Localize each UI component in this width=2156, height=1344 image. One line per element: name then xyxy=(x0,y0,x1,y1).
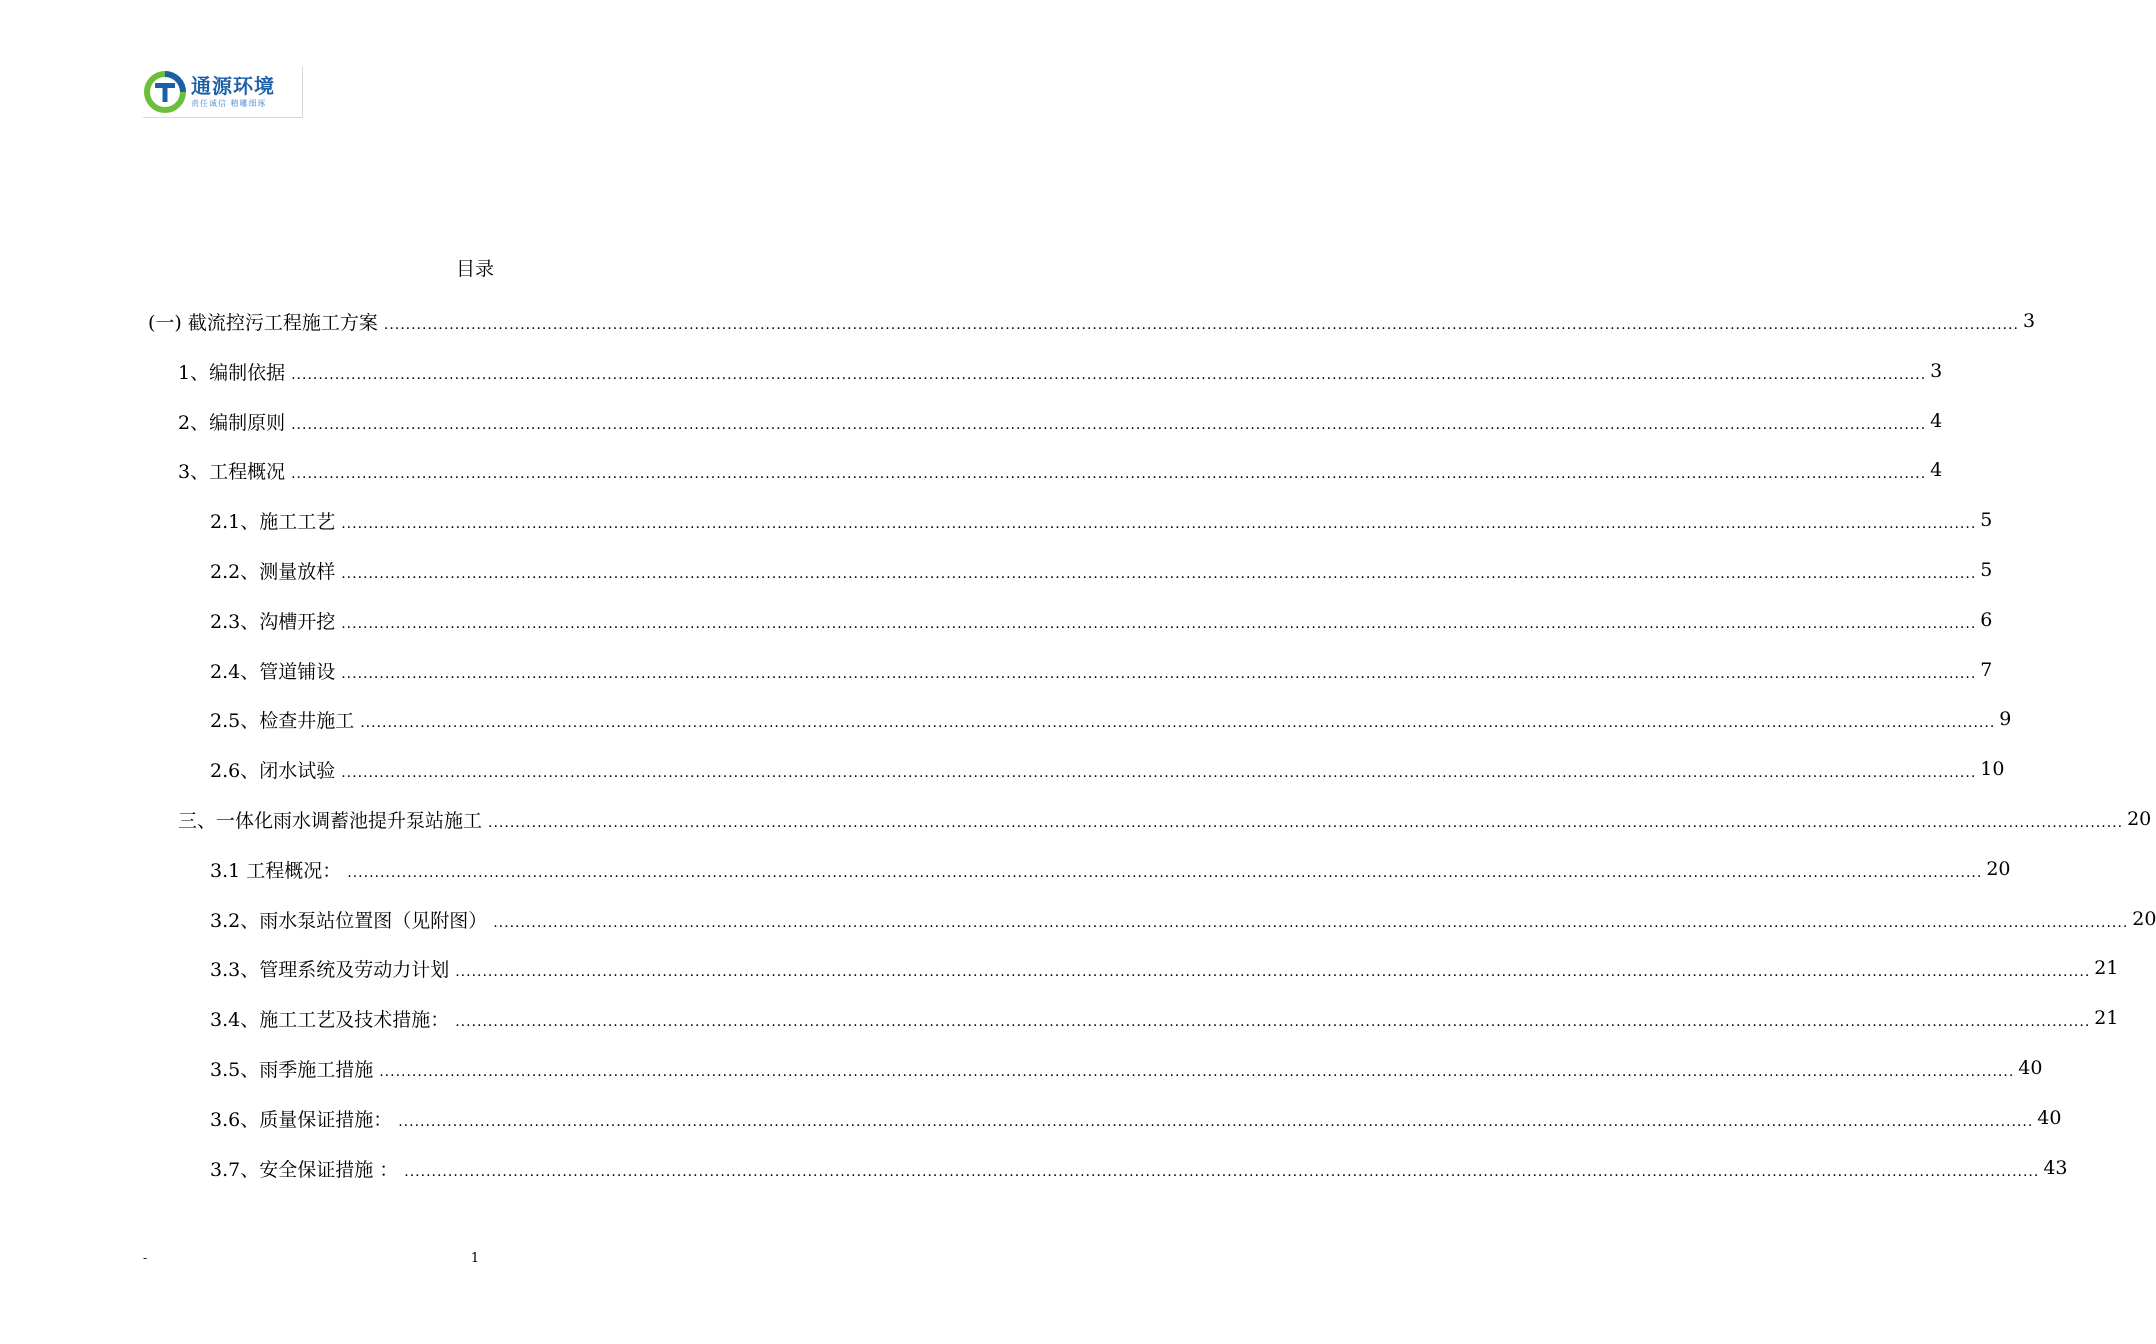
toc-entry-title: 2.4、管道铺设 xyxy=(210,660,336,683)
toc-entry[interactable] xyxy=(210,894,2156,944)
toc-entry[interactable] xyxy=(210,495,1993,545)
toc-entry-page: 40 xyxy=(2037,1107,2062,1129)
toc-entry[interactable] xyxy=(210,1143,2068,1193)
toc-entry-page: 3 xyxy=(2022,310,2036,332)
toc-dot-leader: ............................................................................................................................................................................................................................................................................................................ xyxy=(341,666,1977,682)
toc-entry-page: 10 xyxy=(1980,758,2005,780)
footer-dash: - xyxy=(143,1251,148,1265)
toc-entry-page: 7 xyxy=(1980,659,1993,681)
toc-dot-leader: ............................................................................................................................................................................................................................................................................................................ xyxy=(360,715,1996,731)
logo-name: 通源环境 xyxy=(191,73,275,98)
toc-entry-page: 5 xyxy=(1980,509,1993,531)
toc-entry-title: 2.5、检查井施工 xyxy=(210,709,355,732)
toc-entry-title: 2.6、闭水试验 xyxy=(210,759,336,782)
logo-text xyxy=(191,75,275,109)
toc-entry-title: 2、编制原则 xyxy=(178,411,286,434)
toc-dot-leader: ............................................................................................................................................................................................................................................................................................................ xyxy=(291,466,1927,482)
toc-entry[interactable] xyxy=(210,993,2119,1043)
toc-dot-leader: ............................................................................................................................................................................................................................................................................................................ xyxy=(455,964,2091,980)
toc-dot-leader: ............................................................................................................................................................................................................................................................................................................ xyxy=(404,1164,2040,1180)
toc-entry-title: 3.1 工程概况： xyxy=(210,859,342,882)
toc-entry-page: 40 xyxy=(2018,1057,2043,1079)
toc-entry[interactable] xyxy=(210,595,1993,645)
toc-dot-leader: ............................................................................................................................................................................................................................................................................................................ xyxy=(341,566,1977,582)
toc-entry-page: 6 xyxy=(1980,609,1993,631)
toc-dot-leader: ............................................................................................................................................................................................................................................................................................................ xyxy=(379,1064,2015,1080)
toc-entry-page: 20 xyxy=(1986,858,2011,880)
toc-dot-leader: ............................................................................................................................................................................................................................................................................................................ xyxy=(383,317,2019,333)
toc-entry[interactable] xyxy=(178,346,1943,396)
toc-entry-title: 2.1、施工工艺 xyxy=(210,510,336,533)
toc-dot-leader: ............................................................................................................................................................................................................................................................................................................ xyxy=(493,915,2129,931)
toc-entry[interactable] xyxy=(210,545,1993,595)
logo-emblem-icon xyxy=(143,70,187,114)
toc-entry[interactable] xyxy=(210,943,2119,993)
toc-entry[interactable] xyxy=(178,445,1943,495)
toc-entry-title: 3.6、质量保证措施： xyxy=(210,1108,393,1131)
toc-entry[interactable] xyxy=(210,744,2005,794)
toc-entry-page: 21 xyxy=(2094,1007,2119,1029)
toc-entry-page: 43 xyxy=(2043,1157,2068,1179)
toc-entry[interactable] xyxy=(210,694,2012,744)
toc-entry-title: 3.5、雨季施工措施 xyxy=(210,1058,374,1081)
toc-entry-title: 3.2、雨水泵站位置图（见附图） xyxy=(210,909,488,932)
toc-dot-leader: ............................................................................................................................................................................................................................................................................................................ xyxy=(341,765,1977,781)
toc-dot-leader: ............................................................................................................................................................................................................................................................................................................ xyxy=(341,516,1977,532)
toc-entry-page: 5 xyxy=(1980,559,1993,581)
toc-dot-leader: ............................................................................................................................................................................................................................................................................................................ xyxy=(455,1014,2091,1030)
footer-page-number: 1 xyxy=(470,1251,480,1266)
toc-entry-title: 2.3、沟槽开挖 xyxy=(210,610,336,633)
toc-entry-title: 3.4、施工工艺及技术措施： xyxy=(210,1008,450,1031)
toc-entry-title: (一) 截流控污工程施工方案 xyxy=(148,311,378,334)
toc-dot-leader: ............................................................................................................................................................................................................................................................................................................ xyxy=(488,815,2124,831)
toc-entry-page: 3 xyxy=(1930,360,1943,382)
toc-dot-leader: ............................................................................................................................................................................................................................................................................................................ xyxy=(291,417,1927,433)
toc-dot-leader: ............................................................................................................................................................................................................................................................................................................ xyxy=(398,1114,2034,1130)
toc-entry-page: 9 xyxy=(1999,708,2012,730)
toc-entry[interactable] xyxy=(148,296,2036,346)
toc-dot-leader: ............................................................................................................................................................................................................................................................................................................ xyxy=(291,367,1927,383)
toc-entry[interactable] xyxy=(210,844,2011,894)
toc-entry[interactable] xyxy=(210,645,1993,695)
toc-entry-title: 3.7、安全保证措施 ： xyxy=(210,1158,399,1181)
toc-entry-page: 20 xyxy=(2127,808,2152,830)
toc-entry-title: 三、一体化雨水调蓄池提升泵站施工 xyxy=(178,809,483,832)
toc-entry[interactable] xyxy=(210,1093,2062,1143)
toc-entry-title: 2.2、测量放样 xyxy=(210,560,336,583)
logo-slogan: 责任诚信 精雕细琢 xyxy=(191,98,267,108)
toc-title: 目录 xyxy=(455,258,494,280)
toc-dot-leader: ............................................................................................................................................................................................................................................................................................................ xyxy=(341,616,1977,632)
toc-entry[interactable] xyxy=(178,794,2152,844)
toc-entry-title: 3.3、管理系统及劳动力计划 xyxy=(210,958,450,981)
toc-entry-page: 4 xyxy=(1930,410,1943,432)
toc-entry-page: 20 xyxy=(2132,908,2156,930)
toc-entry[interactable] xyxy=(210,1043,2043,1093)
toc-entry-title: 3、工程概况 xyxy=(178,460,286,483)
toc-entry-page: 21 xyxy=(2094,957,2119,979)
toc-entry[interactable] xyxy=(178,396,1943,446)
toc-entry-title: 1、编制依据 xyxy=(178,361,286,384)
toc-entry-page: 4 xyxy=(1930,459,1943,481)
company-logo xyxy=(143,66,303,118)
toc-dot-leader: ............................................................................................................................................................................................................................................................................................................ xyxy=(347,865,1983,881)
